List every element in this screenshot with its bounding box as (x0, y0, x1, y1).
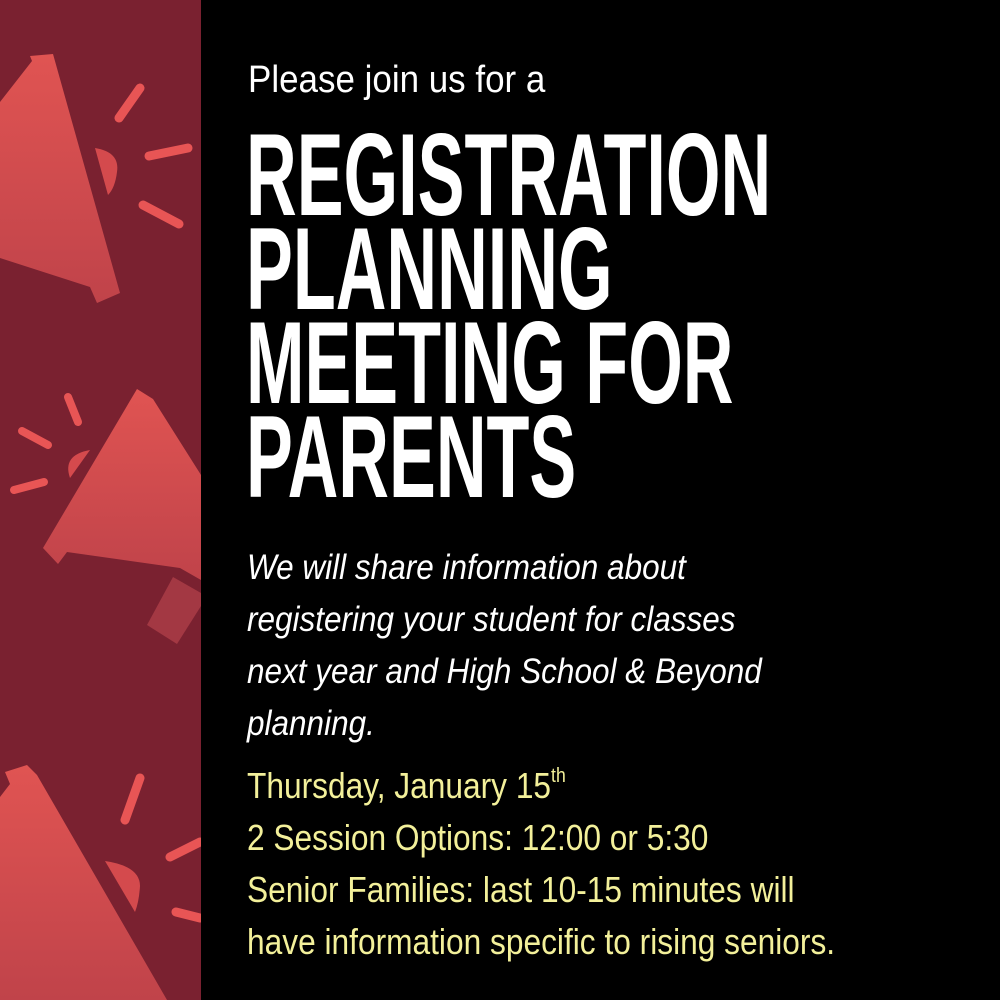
intro-text: Please join us for a (248, 59, 546, 101)
event-title (246, 109, 772, 522)
megaphone-icon (0, 765, 200, 1000)
megaphone-icon (0, 54, 188, 303)
description-line: next year and High School & Beyond (247, 652, 762, 691)
megaphone-icon (14, 389, 201, 644)
title-line: MEETING FOR (246, 297, 734, 428)
title-line: REGISTRATION (246, 109, 772, 240)
event-description (247, 542, 762, 750)
senior-note-line: have information specific to rising seniors. (247, 921, 836, 962)
description-line: planning. (247, 704, 375, 743)
decorative-side-panel (0, 0, 201, 1000)
description-line: We will share information about (247, 548, 686, 587)
title-line: PLANNING (246, 203, 613, 334)
description-line: registering your student for classes (247, 600, 736, 639)
event-details (247, 760, 835, 968)
session-options: 2 Session Options: 12:00 or 5:30 (247, 817, 709, 858)
megaphone-icons (0, 0, 201, 1000)
date-suffix: th (551, 765, 566, 787)
event-date (247, 760, 835, 812)
title-line: PARENTS (246, 391, 577, 522)
senior-note-line: Senior Families: last 10-15 minutes will (247, 869, 795, 910)
date-text: Thursday, January 15 (247, 765, 552, 806)
